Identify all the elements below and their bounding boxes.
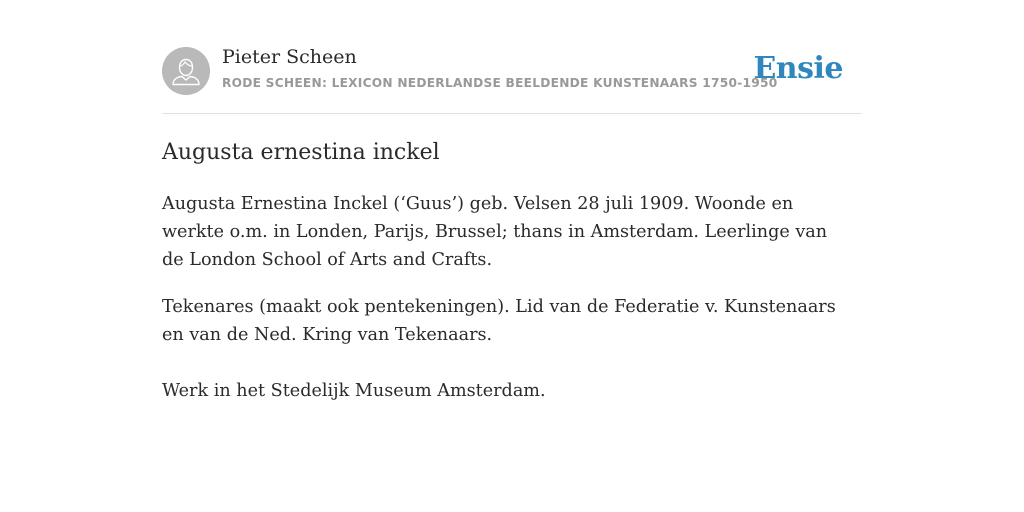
article-title: Augusta ernestina inckel: [162, 140, 440, 165]
article-paragraph-1: Augusta Ernestina Inckel (‘Guus’) geb. Velsen 28 juli 1909. Woonde en werkte o.m. in Londen, Parijs, Brussel; thans in Amsterdam. Leerlinge van de London School of Arts and Crafts.: [162, 194, 828, 270]
article-header: [162, 0, 862, 114]
article-paragraph-2: Tekenares (maakt ook pentekeningen). Lid van de Federatie v. Kunstenaars en van de Ned. Kring van Tekenaars.: [162, 297, 836, 345]
author-avatar[interactable]: [162, 47, 210, 95]
source-title[interactable]: RODE SCHEEN: LEXICON NEDERLANDSE BEELDENDE KUNSTENAARS 1750-1950: [222, 76, 778, 90]
author-name[interactable]: Pieter Scheen: [222, 46, 357, 68]
ensie-logo[interactable]: Ensie: [753, 51, 843, 86]
article-paragraph-3: Werk in het Stedelijk Museum Amsterdam.: [162, 381, 546, 401]
article-card: [162, 0, 862, 401]
user-avatar-icon: [162, 47, 210, 95]
